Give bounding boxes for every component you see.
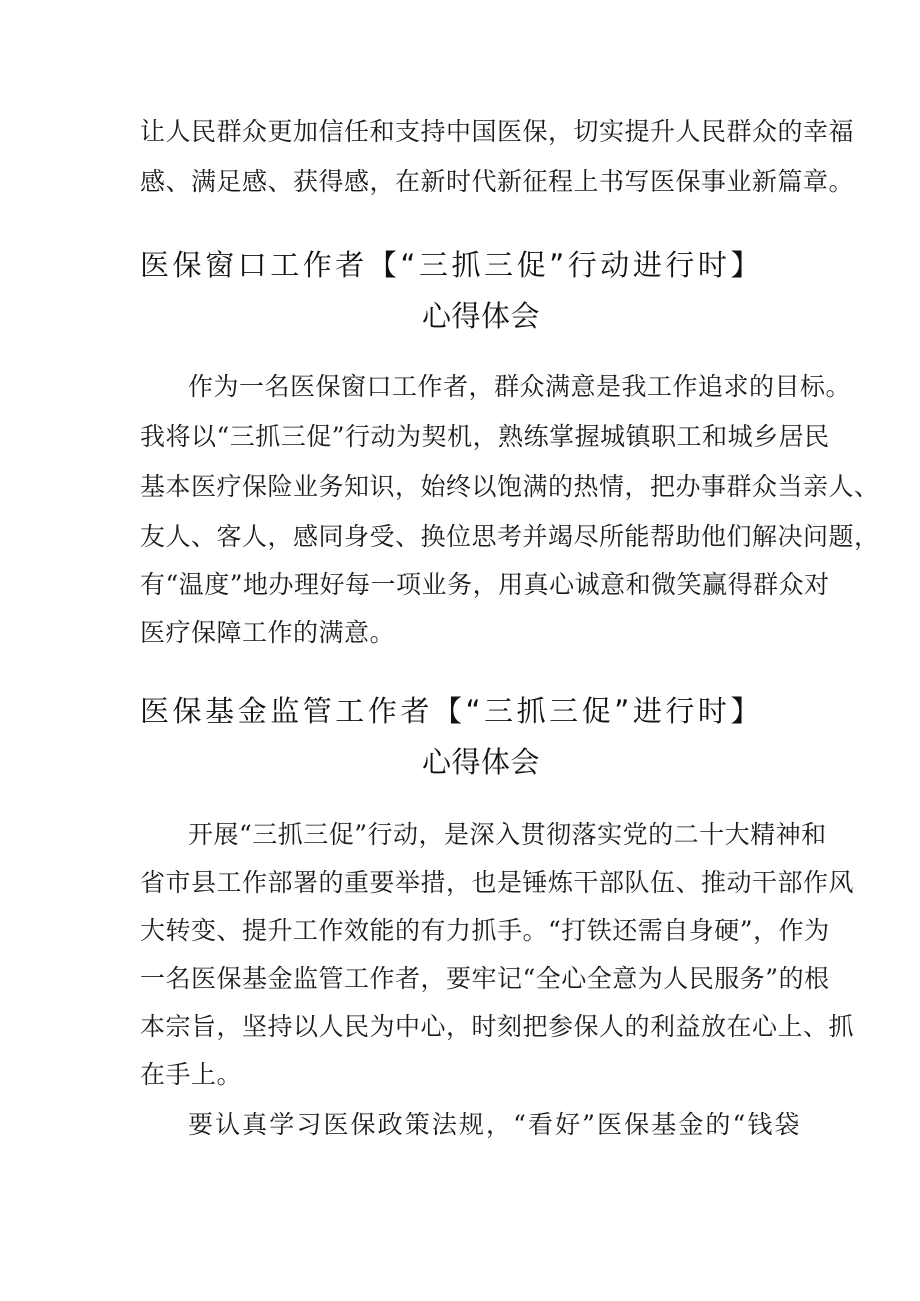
section1-line-1: 作为一名医保窗口工作者，群众满意是我工作追求的目标。 (188, 372, 852, 401)
section1-line-4: 友人、客人，感同身受、换位思考并竭尽所能帮助他们解决问题， (140, 522, 880, 551)
section2-line-3: 大转变、提升工作效能的有力抓手。“打铁还需自身硬”，作为 (140, 916, 830, 945)
section2-title: 医保基金监管工作者【“三抓三促”进行时】 (140, 694, 760, 728)
section1-subtitle: 心得体会 (422, 299, 541, 333)
section2-line-5: 本宗旨，坚持以人民为中心，时刻把参保人的利益放在心上、抓 (140, 1012, 855, 1041)
section2-subtitle: 心得体会 (422, 745, 541, 779)
section2-line-7: 要认真学习医保政策法规，“看好”医保基金的“钱袋 (188, 1110, 800, 1139)
section1-line-2: 我将以“三抓三促”行动为契机，熟练掌握城镇职工和城乡居民 (140, 422, 830, 451)
section2-line-6: 在手上。 (140, 1060, 243, 1089)
section2-line-2: 省市县工作部署的重要举措，也是锤炼干部队伍、推动干部作风 (140, 868, 855, 897)
section1-line-5: 有“温度”地办理好每一项业务，用真心诚意和微笑赢得群众对 (140, 570, 830, 599)
section2-line-4: 一名医保基金监管工作者，要牢记“全心全意为人民服务”的根 (140, 964, 830, 993)
section1-line-3: 基本医疗保险业务知识，始终以饱满的热情，把办事群众当亲人、 (140, 472, 880, 501)
intro-line-1: 让人民群众更加信任和支持中国医保，切实提升人民群众的幸福 (140, 117, 855, 146)
intro-line-2: 感、满足感、获得感，在新时代新征程上书写医保事业新篇章。 (140, 167, 855, 196)
section2-line-1: 开展“三抓三促”行动，是深入贯彻落实党的二十大精神和 (188, 820, 827, 849)
section1-line-6: 医疗保障工作的满意。 (140, 618, 396, 647)
section1-title: 医保窗口工作者【“三抓三促”行动进行时】 (140, 248, 760, 282)
